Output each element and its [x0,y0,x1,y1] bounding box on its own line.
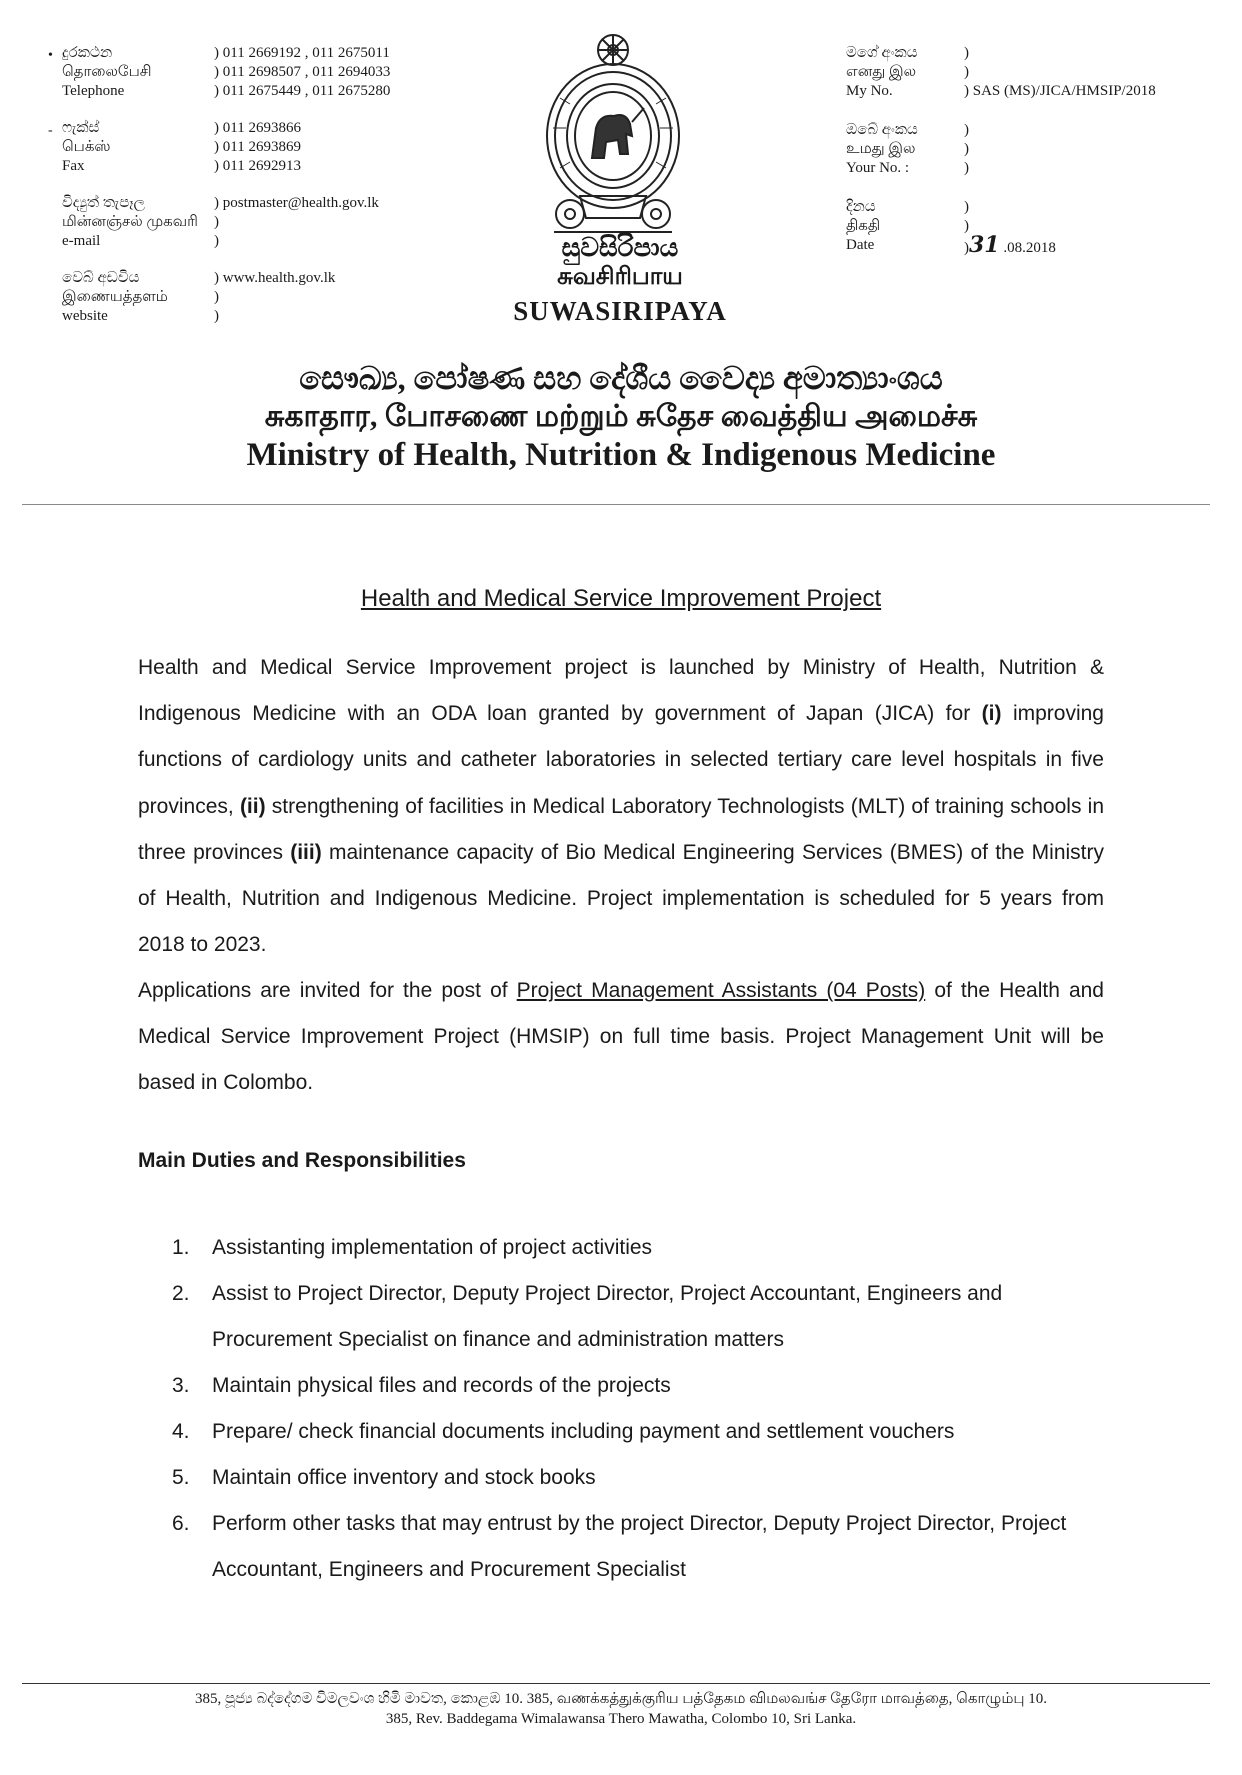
label: ඔබේ අංකය [846,122,918,138]
item-text: Perform other tasks that may entrust by the project Director, Deputy Project Director, Project Accountant, Engineers and Procurement Specialist [212,1512,1067,1581]
item-text: Prepare/ check financial documents including payment and settlement vouchers [212,1420,955,1443]
label: වෙබ් අඩවිය [62,270,140,286]
brand-tamil: சுவசிரிபாய [557,264,683,290]
footer-address-local: 385, පූජ්‍ය බද්දේගම විමලවංශ හිමි මාවත, කොළඹ 10. 385, வணக்கத்துக்குரிய பத்தேகம விமலவங்ச தேரோ மாவத்தை, கொழும்பு 10. [194,1691,1048,1707]
label: Your No. : [846,160,910,176]
email-group [62,194,390,251]
value: ) [964,141,969,157]
value: ) [964,122,969,138]
fax-value: ) 011 2693869 [214,139,301,155]
reference-block [846,44,1156,278]
ministry-title-tamil: சுகாதார, போசணை மற்றும் சுதேச வைத்திய அமைச்சு [264,400,978,433]
my-reference-number: ) SAS (MS)/JICA/HMSIP/2018 [964,83,1156,99]
label: Telephone [62,83,125,99]
brand-sinhala: සුවසිරිපාය [561,233,679,262]
value: ) [964,199,969,215]
label: உமது இல [846,141,916,157]
list-item [172,1271,1104,1363]
footer-divider [22,1683,1210,1684]
intro-paragraph [138,645,1104,968]
applications-paragraph [138,968,1104,1107]
label: திகதி [846,218,881,234]
list-item [172,1363,1104,1409]
bullet-mark: • [48,48,53,63]
label: e-mail [62,233,101,249]
item-number: 5. [172,1466,190,1489]
telephone-value: ) 011 2675449 , 011 2675280 [214,83,391,99]
date-paren: ) [964,240,969,256]
label: My No. [846,83,893,99]
ministry-title-english: Ministry of Health, Nutrition & Indigenous Medicine [246,437,996,473]
label: දුරකථන [62,45,113,61]
website-value: ) [214,289,219,305]
fax-value: ) 011 2692913 [214,158,301,174]
bullet-mark: - [48,123,53,138]
item-number: 2. [172,1282,190,1305]
item-text: Assistanting implementation of project activities [212,1236,653,1259]
item-text: Assist to Project Director, Deputy Project Director, Project Accountant, Engineers and Procurement Specialist on finance and administration matters [212,1282,1003,1351]
item-number: 1. [172,1236,190,1259]
item-marker: (i) [981,702,1002,726]
header-divider [22,504,1210,505]
paragraph-text: of the Health and Medical Service Improvement Project (HMSIP) on full time basis. Project Management Unit will be based in Colombo. [138,979,1104,1095]
value: ) [964,160,969,176]
value: ) [964,218,969,234]
email-value: ) [214,233,219,249]
footer-address-english: 385, Rev. Baddegama Wimalawansa Thero Mawatha, Colombo 10, Sri Lanka. [385,1711,857,1727]
item-number: 4. [172,1420,190,1443]
value: ) [964,45,969,61]
brand-english: SUWASIRIPAYA [513,296,727,326]
label: ෆැක්ස් [62,120,100,136]
label: දිනය [846,199,876,215]
label: Fax [62,158,85,174]
handwritten-day: 31 [969,232,1000,258]
website-value: ) [214,308,219,324]
date-value [964,232,1056,258]
website-value: ) www.health.gov.lk [214,270,336,286]
ministry-title-sinhala: සෞඛ්‍ය, පෝෂණ සහ දේශීය වෛද්‍ය අමාත්‍යාංශය [299,360,943,396]
date-group [846,198,1156,258]
date-month-year: .08.2018 [1003,240,1056,256]
item-number: 3. [172,1374,190,1397]
fax-value: ) 011 2693866 [214,120,301,136]
your-no-group [846,121,1156,178]
sri-lanka-emblem-icon [540,28,686,240]
label: பெக்ஸ் [62,139,111,155]
document-title: Health and Medical Service Improvement Project [360,585,882,612]
telephone-value: ) 011 2698507 , 011 2694033 [214,64,391,80]
email-value: ) postmaster@health.gov.lk [214,195,379,211]
paragraph-text: improving functions of cardiology units and catheter laboratories in selected tertiary care level hospitals in five provinces, [138,702,1104,818]
label: தொலைபேசி [62,64,152,80]
contact-block [48,44,391,344]
label: எனது இல [846,64,917,80]
paragraph-text: maintenance capacity of Bio Medical Engineering Services (BMES) of the Ministry of Health, Nutrition and Indigenous Medicine. Project implementation is scheduled for 5 years from 2018 to 2023. [138,840,1104,957]
paragraph-text: Health and Medical Service Improvement project is launched by Ministry of Health, Nutrition & Indigenous Medicine with an ODA loan granted by government of Japan (JICA) for [138,656,1104,726]
label: மின்னஞ்சல் முகவரி [62,214,198,230]
label: මගේ අංකය [846,45,918,61]
duties-heading: Main Duties and Responsibilities [138,1149,466,1172]
telephone-value: ) 011 2669192 , 011 2675011 [214,45,390,61]
label: විද්‍යුත් තැපෑල [62,195,145,211]
email-value: ) [214,214,219,230]
list-item [172,1409,1104,1455]
item-text: Maintain office inventory and stock books [212,1466,596,1489]
label: இணையத்தளம் [62,289,168,305]
item-marker: (iii) [290,840,322,864]
item-number: 6. [172,1512,190,1535]
paragraph-text: Applications are invited for the post of [138,979,517,1002]
list-item [172,1225,1104,1271]
my-no-group [846,44,1156,101]
post-title: Project Management Assistants (04 Posts) [516,979,926,1002]
value: ) [964,64,969,80]
duties-list [172,1225,1104,1593]
paragraph-text: strengthening of facilities in Medical Laboratory Technologists (MLT) of training schools in three provinces [138,794,1105,864]
label: Date [846,237,875,253]
fax-group [48,119,390,176]
item-marker: (ii) [239,794,266,818]
telephone-group [48,44,391,101]
item-text: Maintain physical files and records of the projects [212,1374,671,1397]
list-item [172,1501,1104,1593]
list-item [172,1455,1104,1501]
label: website [62,308,108,324]
website-group [62,269,390,326]
